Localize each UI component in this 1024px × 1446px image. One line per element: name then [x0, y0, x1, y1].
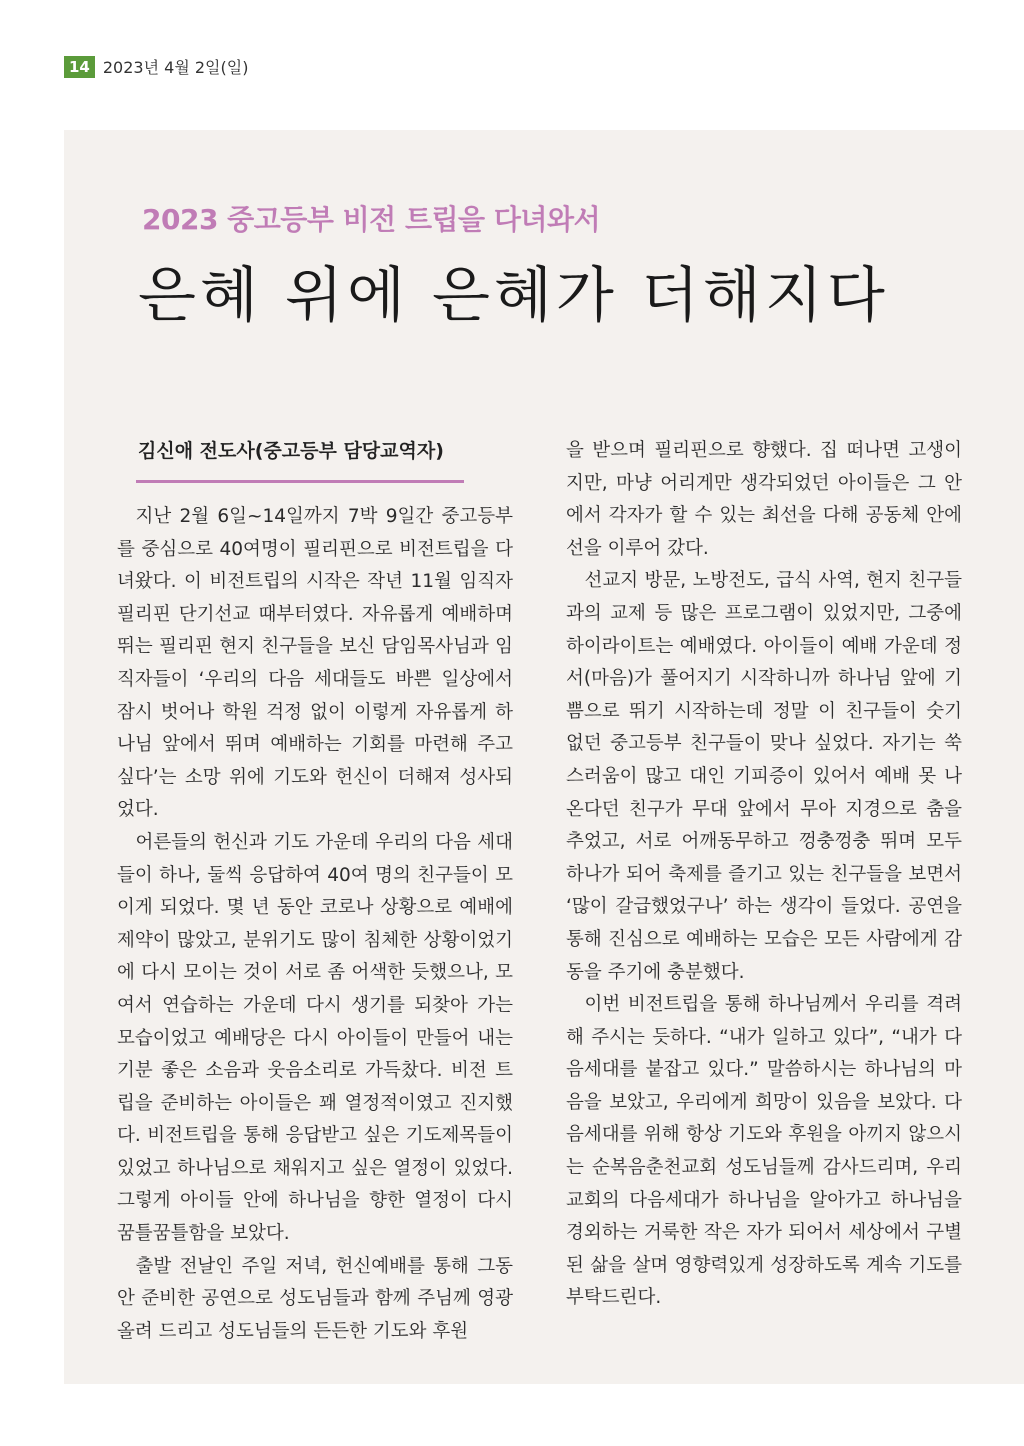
byline-divider [136, 480, 464, 483]
paragraph: 선교지 방문, 노방전도, 급식 사역, 현지 친구들과의 교제 등 많은 프로그램이 있었지만, 그중에 하이라이트는 예배였다. 아이들이 예배 가운데 정서(마음)가 풀어지기 시작하니까 하나님 앞에 기쁨으로 뛰기 시작하는데 정말 이 친구들이 숫기 없던 중고등부 친구들이 맞나 싶었다. 자기는 쑥스러움이 많고 대인 기피증이 있어서 예배 못 나온다던 친구가 무대 앞에서 무아 지경으로 춤을 추었고, 서로 어깨동무하고 껑충껑충 뛰며 모두 하나가 되어 축제를 즐기고 있는 친구들을 보면서 ‘많이 갈급했었구나’ 하는 생각이 들었다. 공연을 통해 진심으로 예배하는 모습은 모든 사람에게 감동을 주기에 충분했다. [566, 570, 962, 983]
article-column-left [117, 501, 513, 1348]
paragraph: 이번 비전트립을 통해 하나님께서 우리를 격려해 주시는 듯하다. “내가 일하고 있다”, “내가 다음세대를 붙잡고 있다.” 말씀하시는 하나님의 마음을 보았고, 우리에게 희망이 있음을 보았다. 다음세대를 위해 항상 기도와 후원을 아끼지 않으시는 순복음춘천교회 성도님들께 감사드리며, 우리교회의 다음세대가 하나님을 알아가고 하나님을 경외하는 거룩한 작은 자가 되어서 세상에서 구별된 삶을 살며 영향력있게 성장하도록 계속 기도를 부탁드린다. [566, 994, 962, 1309]
article-column-right [566, 435, 962, 1315]
page-header [64, 55, 248, 78]
issue-date: 2023년 4월 2일(일) [102, 58, 249, 77]
paragraph: 출발 전날인 주일 저녁, 헌신예배를 통해 그동안 준비한 공연으로 성도님들과 함께 주님께 영광 올려 드리고 성도님들의 든든한 기도와 후원 [117, 1255, 513, 1342]
page-number: 14 [64, 56, 95, 78]
paragraph: 을 받으며 필리핀으로 향했다. 집 떠나면 고생이지만, 마냥 어리게만 생각되었던 아이들은 그 안에서 각자가 할 수 있는 최선을 다해 공동체 안에 선을 이루어 갔다. [566, 440, 962, 559]
paragraph: 지난 2월 6일~14일까지 7박 9일간 중고등부를 중심으로 40여명이 필리핀으로 비전트립을 다녀왔다. 이 비전트립의 시작은 작년 11월 임직자 필리핀 단기선교 때부터였다. 자유롭게 예배하며 뛰는 필리핀 현지 친구들을 보신 담임목사님과 임직자들이 ‘우리의 다음 세대들도 바쁜 일상에서 잠시 벗어나 학원 걱정 없이 이렇게 자유롭게 하나님 앞에서 뛰며 예배하는 기회를 마련해 주고 싶다’는 소망 위에 기도와 헌신이 더해져 성사되었다. [117, 506, 513, 821]
article-kicker: 2023 중고등부 비전 트립을 다녀와서 [142, 203, 601, 236]
paragraph: 어른들의 헌신과 기도 가운데 우리의 다음 세대들이 하나, 둘씩 응답하여 40여 명의 친구들이 모이게 되었다. 몇 년 동안 코로나 상황으로 예배에 제약이 많았고, 분위기도 많이 침체한 상황이었기에 다시 모이는 것이 서로 좀 어색한 듯했으나, 모여서 연습하는 가운데 다시 생기를 되찾아 가는 모습이었고 예배당은 다시 아이들이 만들어 내는 기분 좋은 소음과 웃음소리로 가득찼다. 비전 트립을 준비하는 아이들은 꽤 열정적이였고 진지했다. 비전트립을 통해 응답받고 싶은 기도제목들이 있었고 하나님으로 채워지고 싶은 열정이 있었다. 그렇게 아이들 안에 하나님을 향한 열정이 다시 꿈틀꿈틀함을 보았다. [117, 831, 513, 1245]
author-byline: 김신애 전도사(중고등부 담당교역자) [138, 440, 444, 462]
article-headline: 은혜 위에 은혜가 더해지다 [138, 261, 889, 331]
